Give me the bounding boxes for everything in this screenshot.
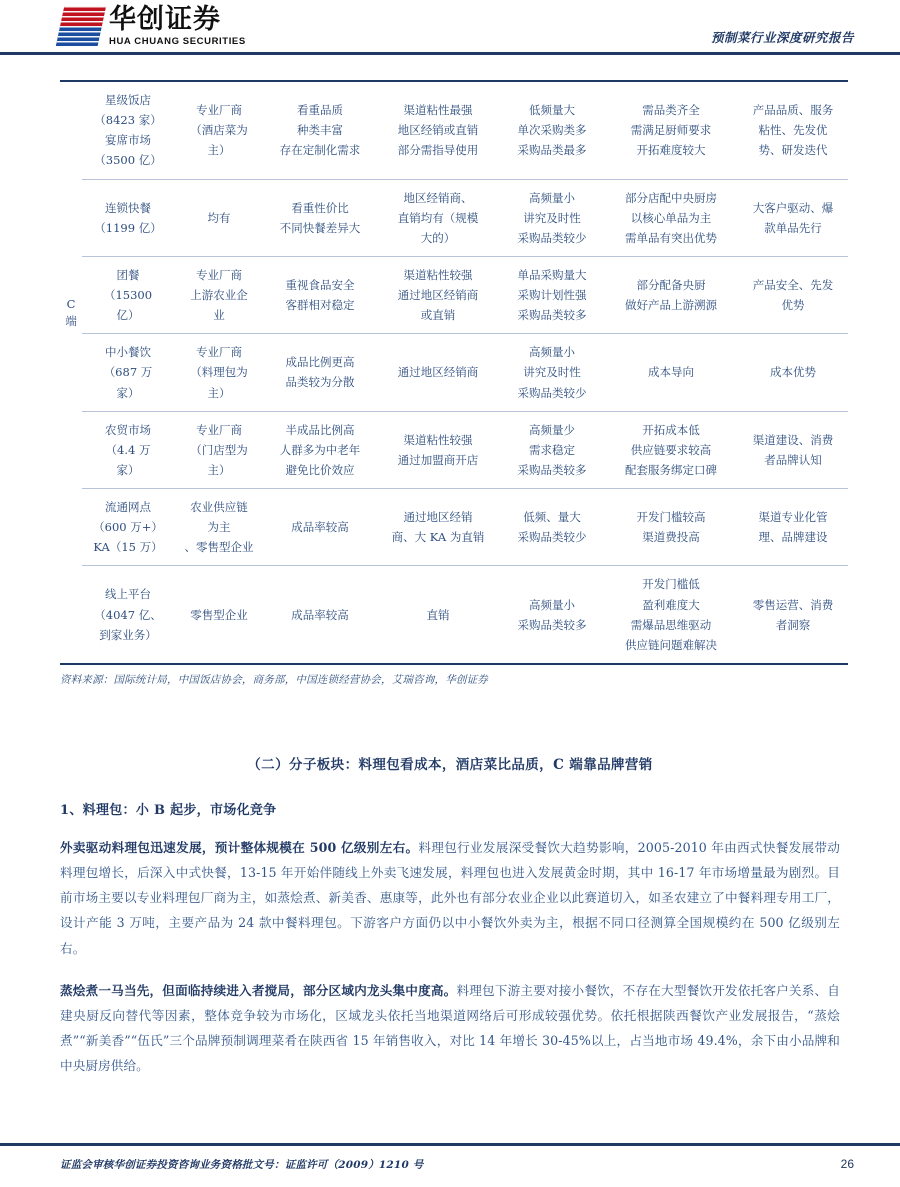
table-cell-line: 半成品比例高 — [285, 422, 355, 437]
table-cell-line: 团餐 — [116, 267, 140, 282]
table-cell-line: 零售运营、消费 — [752, 597, 834, 612]
table-cell-advantage — [738, 489, 848, 566]
table-cell-line: 采购品类较少 — [517, 530, 587, 545]
table-cell-line: 高频量小 — [529, 597, 575, 612]
table-cell-line: 大的） — [420, 230, 456, 245]
table-cell-advantage — [738, 566, 848, 664]
table-cell-channel — [376, 334, 500, 411]
table-cell-line: 盈利难度大 — [642, 597, 700, 612]
table-cell-line: 不同快餐差异大 — [279, 220, 361, 235]
footer-content — [60, 1157, 854, 1172]
table-cell-line: （3500 亿） — [94, 153, 162, 168]
table-cell-line: 大客户驱动、爆 — [752, 200, 834, 215]
table-cell-line: 部分店配中央厨房 — [625, 190, 717, 205]
table-cell-supplier — [174, 411, 264, 488]
table-cell-line: 到家业务） — [99, 627, 157, 642]
table-cell-frequency — [500, 566, 604, 664]
table-cell-line: 渠道粘性较强 — [403, 432, 473, 447]
table-cell-channel — [376, 489, 500, 566]
table-cell-line: 地区经销商、 — [403, 190, 473, 205]
table-cell-line: 零售型企业 — [190, 607, 248, 622]
table-cell-line: 流通网点 — [105, 500, 151, 514]
table-cell-keypoint — [604, 179, 738, 256]
table-row — [60, 566, 848, 664]
table-cell-demand — [264, 411, 376, 488]
table-cell-line: 渠道费投高 — [642, 530, 700, 545]
table-side-label — [60, 81, 82, 664]
table-cell-line: 款单品先行 — [764, 220, 822, 235]
table-cell-frequency — [500, 411, 604, 488]
table-cell-line: 者品牌认知 — [764, 452, 822, 467]
table-cell-line: 产品安全、先发 — [752, 277, 834, 292]
table-cell-line: 渠道建设、消费 — [752, 432, 834, 447]
table-cell-line: 优势 — [781, 298, 805, 313]
table-cell-keypoint — [604, 411, 738, 488]
table-cell-line: 采购品类较多 — [517, 462, 587, 477]
table-cell-frequency — [500, 179, 604, 256]
page-header — [0, 0, 900, 62]
table-cell-line: （8423 家） — [94, 113, 162, 128]
huachuang-logo-icon — [56, 6, 107, 46]
table-cell-supplier — [174, 566, 264, 664]
table-cell-line: 线上平台 — [105, 587, 151, 602]
table-cell-line: （15300 — [103, 288, 153, 302]
table-cell-name — [82, 489, 174, 566]
company-logo — [60, 6, 246, 47]
table-cell-line: 人群多为中老年 — [279, 442, 361, 457]
table-cell-line: 以核心单品为主 — [630, 210, 712, 225]
table-cell-line: 采购品类较多 — [517, 308, 587, 323]
table-cell-line: 开拓难度较大 — [636, 143, 706, 158]
table-cell-line: KA（15 万） — [93, 540, 163, 555]
table-cell-line: （4047 亿、 — [94, 607, 162, 622]
table-cell-line: 成本优势 — [770, 365, 816, 380]
table-cell-line: 低频、量大 — [523, 510, 581, 525]
table-row — [60, 334, 848, 411]
table-cell-channel — [376, 179, 500, 256]
table-cell-demand — [264, 179, 376, 256]
table-cell-line: 通过地区经销 — [403, 510, 473, 525]
paragraph-2 — [60, 978, 840, 1079]
table-cell-line: 渠道粘性较强 — [403, 267, 473, 282]
table-cell-line: 通过加盟商开店 — [397, 452, 479, 467]
logo-stripes — [56, 6, 107, 46]
table-cell-line: 需满足厨师要求 — [630, 123, 712, 138]
table-cell-line: 农业供应链 — [190, 500, 248, 514]
page-number: 26 — [840, 1157, 854, 1171]
table-cell-line: 成本导向 — [648, 365, 694, 380]
table-cell-demand — [264, 334, 376, 411]
table-cell-line: 宴席市场 — [105, 133, 151, 148]
table-cell-line: 讲究及时性 — [523, 365, 581, 380]
table-cell-line: 单次采购类多 — [517, 123, 587, 138]
table-cell-line: 看重性价比 — [291, 200, 349, 215]
table-cell-demand — [264, 256, 376, 333]
table-cell-line: （687 万 — [103, 365, 153, 380]
page-content — [0, 80, 900, 1079]
paragraph-1-lead: 外卖驱动料理包迅速发展，预计整体规模在 500 亿级别左右。 — [60, 839, 419, 855]
table-cell-line: 商、大 KA 为直销 — [391, 530, 485, 545]
table-cell-line: 做好产品上游溯源 — [625, 298, 717, 313]
table-cell-advantage — [738, 334, 848, 411]
table-cell-line: 主） — [207, 385, 231, 400]
table-cell-line: 上游农业企 — [190, 288, 248, 302]
table-cell-line: 中小餐饮 — [105, 345, 151, 360]
table-cell-frequency — [500, 489, 604, 566]
table-cell-line: （600 万+） — [93, 520, 163, 535]
table-cell-line: （4.4 万 — [105, 442, 151, 457]
table-cell-supplier — [174, 256, 264, 333]
table-cell-line: 业 — [213, 308, 225, 323]
table-cell-line: 连锁快餐 — [105, 200, 151, 215]
table-cell-keypoint — [604, 256, 738, 333]
table-cell-line: 专业厂商 — [196, 103, 242, 118]
table-cell-line: （酒店菜为 — [190, 123, 248, 138]
logo-chinese-name: 华创证券 — [109, 4, 221, 35]
table-cell-line: 渠道专业化管 — [758, 510, 828, 525]
table-cell-line: 单品采购量大 — [517, 267, 587, 282]
table-cell-advantage — [738, 179, 848, 256]
table-cell-line: 渠道粘性最强 — [403, 103, 473, 118]
table-cell-line: 采购计划性强 — [517, 288, 587, 302]
table-cell-line: 理、品牌建设 — [758, 530, 828, 545]
table-cell-line: 采购品类较多 — [517, 617, 587, 632]
table-cell-line: 成品率较高 — [291, 607, 349, 622]
table-cell-line: 通过地区经销商 — [397, 365, 479, 380]
table-cell-line: 部分需指导使用 — [397, 143, 479, 158]
table-cell-name — [82, 334, 174, 411]
logo-english-name: HUA CHUANG SECURITIES — [109, 36, 246, 48]
table-cell-line: 产品品质、服务 — [752, 103, 834, 118]
table-cell-line: 品类较为分散 — [285, 375, 355, 390]
table-cell-line: 开拓成本低 — [642, 422, 700, 437]
table-cell-line: 种类丰富 — [297, 123, 343, 138]
table-cell-line: 亿） — [116, 308, 140, 323]
table-cell-channel — [376, 566, 500, 664]
table-body — [60, 81, 848, 665]
table-cell-line: 开发门槛低 — [642, 577, 700, 592]
table-row — [60, 256, 848, 333]
table-cell-supplier — [174, 489, 264, 566]
table-cell-name — [82, 411, 174, 488]
table-cell-line: 需单品有突出优势 — [625, 230, 717, 245]
table-cell-keypoint — [604, 81, 738, 179]
table-cell-line: 供应链要求较高 — [630, 442, 712, 457]
table-cell-line: 主） — [207, 462, 231, 477]
paragraph-1 — [60, 835, 840, 961]
table-cell-line: 均有 — [207, 210, 231, 225]
report-title: 预制菜行业深度研究报告 — [710, 30, 854, 45]
footer-divider — [0, 1143, 900, 1146]
table-cell-line: 存在定制化需求 — [279, 143, 361, 158]
paragraph-1-body: 料理包行业发展深受餐饮大趋势影响，2005-2010 年由西式快餐发展带动料理包增长，后深入中式快餐，13-15 年开始伴随线上外卖飞速发展，料理包也进入发展黄金时期，其中 16-17 年市场增量最为剧烈。目前市场主要以专业料理包厂商为主，如蒸烩煮、新美香、惠康等，此外也有部分农业企业以此赛道切入，如圣农建立了中餐料理专用工厂，设计产能 3 万吨，主要产品为 24 款中餐料理包。下游客户方面仍以中小餐饮外卖为主，根据不同口径测算全国规模约在 500 亿级别左右。 — [60, 839, 840, 956]
table-cell-demand — [264, 566, 376, 664]
table-cell-line: 避免比价效应 — [285, 462, 355, 477]
page-footer — [0, 1143, 900, 1187]
table-row — [60, 81, 848, 179]
table-row — [60, 179, 848, 256]
table-cell-supplier — [174, 179, 264, 256]
table-cell-line: 需求稳定 — [529, 442, 575, 457]
table-cell-channel — [376, 81, 500, 179]
table-cell-line: 高频量小 — [529, 190, 575, 205]
table-cell-demand — [264, 81, 376, 179]
table-cell-keypoint — [604, 334, 738, 411]
table-cell-advantage — [738, 81, 848, 179]
table-cell-line: 、零售型企业 — [184, 540, 254, 555]
table-cell-line: 采购品类最多 — [517, 143, 587, 158]
table-cell-line: 需爆品思维驱动 — [630, 617, 712, 632]
table-row — [60, 489, 848, 566]
table-cell-line: （1199 亿） — [94, 220, 162, 235]
table-cell-line: 农贸市场 — [105, 422, 151, 437]
table-cell-line: 配套服务绑定口碑 — [625, 462, 717, 477]
table-bottom-rule — [60, 664, 848, 665]
table-cell-name — [82, 81, 174, 179]
table-cell-line: 直销 — [426, 607, 450, 622]
table-cell-line: 主） — [207, 143, 231, 158]
table-cell-line: （门店型为 — [190, 442, 248, 457]
table-cell-line: 开发门槛较高 — [636, 510, 706, 525]
table-cell-line: （料理包为 — [190, 365, 248, 380]
table-cell-line: 供应链问题难解决 — [625, 637, 717, 652]
section-heading: （二）分子板块：料理包看成本，酒店菜比品质，C 端靠品牌营销 — [247, 756, 653, 773]
table-cell-line: 专业厂商 — [196, 267, 242, 282]
table-cell-advantage — [738, 256, 848, 333]
table-bottom-rule-cell — [60, 664, 848, 665]
table-cell-line: 采购品类较少 — [517, 385, 587, 400]
table-cell-frequency — [500, 256, 604, 333]
table-source-note: 资料来源：国际统计局，中国饭店协会，商务部，中国连锁经营协会，艾瑞咨询，华创证券 — [60, 673, 488, 686]
table-cell-name — [82, 256, 174, 333]
table-cell-line: 粘性、先发优 — [758, 123, 828, 138]
table-cell-demand — [264, 489, 376, 566]
footer-disclaimer: 证监会审核华创证券投资咨询业务资格批文号：证监许可（2009）1210 号 — [60, 1159, 424, 1171]
table-cell-name — [82, 179, 174, 256]
table-cell-supplier — [174, 81, 264, 179]
sub-heading: 1、料理包：小 B 起步，市场化竞争 — [60, 802, 277, 818]
table-cell-keypoint — [604, 489, 738, 566]
paragraph-2-body: 料理包下游主要对接小餐饮，不存在大型餐饮开发依托客户关系、自建央厨反向替代等因素，整体竞争较为市场化，区域龙头依托当地渠道网络后可形成较强优势。依托根据陕西餐饮产业发展报告，“蒸烩煮”“新美香”“伍氏”三个品牌预制调理菜肴在陕西省 15 年销售收入，对比 14 年增长 30-45%以上，占当地市场 49.4%，余下由小品牌和中央厨房供给。 — [60, 982, 840, 1074]
table-side-label-text: C 端 — [65, 297, 77, 329]
table-cell-line: 专业厂商 — [196, 345, 242, 360]
table-cell-channel — [376, 256, 500, 333]
table-cell-channel — [376, 411, 500, 488]
table-cell-line: 者洞察 — [775, 617, 811, 632]
header-divider — [0, 52, 900, 55]
table-cell-supplier — [174, 334, 264, 411]
table-cell-line: 需品类齐全 — [642, 103, 700, 118]
channel-comparison-table — [60, 80, 848, 665]
table-cell-line: 或直销 — [420, 308, 456, 323]
table-cell-line: 低频量大 — [529, 103, 575, 118]
table-cell-line: 地区经销或直销 — [397, 123, 479, 138]
table-cell-name — [82, 566, 174, 664]
table-cell-frequency — [500, 334, 604, 411]
table-cell-line: 星级饭店 — [105, 93, 151, 107]
table-cell-line: 讲究及时性 — [523, 210, 581, 225]
table-cell-line: 重视食品安全 — [285, 277, 355, 292]
logo-text — [109, 6, 246, 47]
table-cell-line: 高频量少 — [529, 422, 575, 437]
table-cell-line: 成品率较高 — [291, 520, 349, 535]
table-cell-line: 家） — [116, 385, 140, 400]
table-cell-line: 专业厂商 — [196, 422, 242, 437]
table-cell-line: 成品比例更高 — [285, 355, 355, 370]
table-cell-line: 采购品类较少 — [517, 230, 587, 245]
table-cell-line: 通过地区经销商 — [397, 288, 479, 302]
table-cell-advantage — [738, 411, 848, 488]
paragraph-2-lead: 蒸烩煮一马当先，但面临持续进入者搅局，部分区域内龙头集中度高。 — [60, 982, 457, 998]
table-cell-line: 客群相对稳定 — [285, 298, 355, 313]
table-cell-frequency — [500, 81, 604, 179]
table-cell-line: 势、研发迭代 — [758, 143, 828, 158]
table-cell-line: 看重品质 — [297, 103, 343, 118]
table-cell-line: 部分配备央厨 — [636, 277, 706, 292]
table-cell-line: 高频量小 — [529, 345, 575, 360]
table-row — [60, 411, 848, 488]
table-cell-keypoint — [604, 566, 738, 664]
table-cell-line: 为主 — [207, 520, 231, 535]
table-cell-line: 直销均有（规模 — [397, 210, 479, 225]
table-cell-line: 家） — [116, 462, 140, 477]
